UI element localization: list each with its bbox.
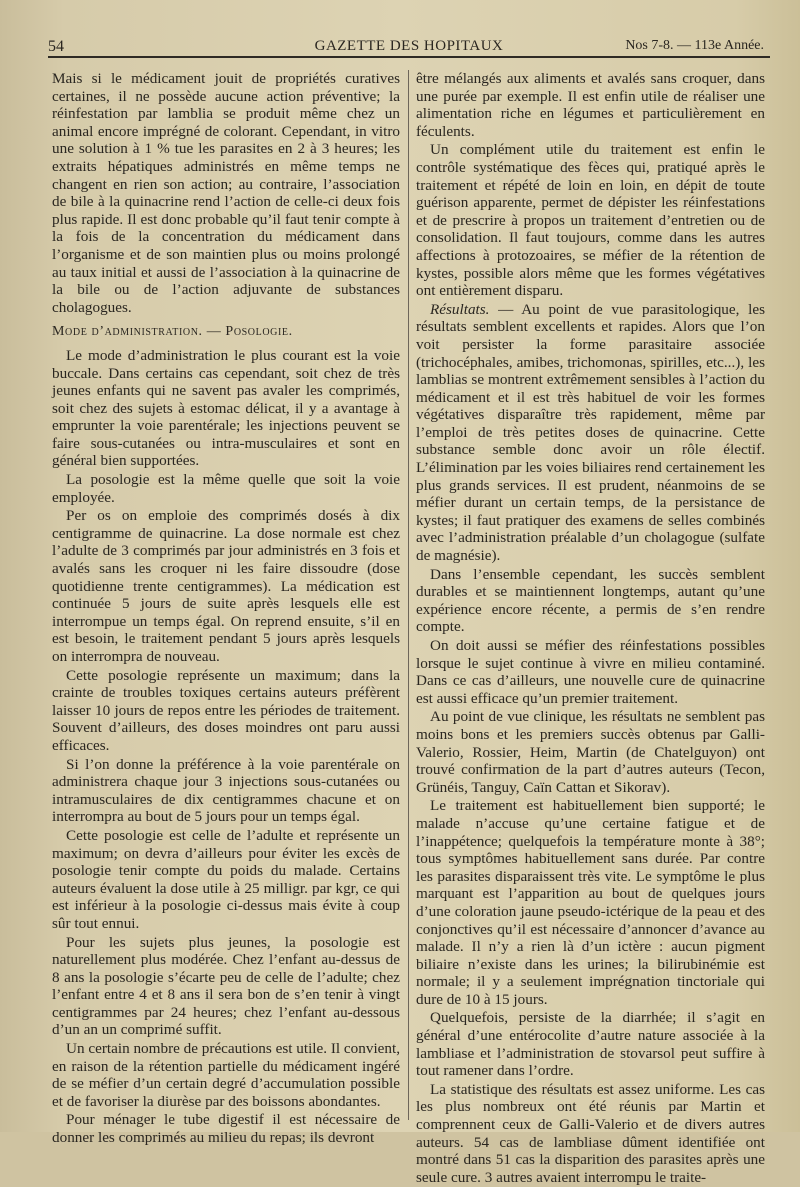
results-text: — Au point de vue parasitologique, les résultats semblent excellents et rapides. Alors que l’on voit persister la forme parasitaire associée (trichocéphales, amibes, trichomonas, spirilles, etc...), les lamblias se montrent extrêmement sensibles à l’action du médicament et il est très habituel de voir les formes végétatives disparaître très rapidement, même par l’emploi de très petites doses de quinacrine. Cette substance semble donc avoir un rôle électif. L’élimination par les voies biliaires rend certainement les plus grands services. Il est prudent, néanmoins de se méfier durant un certain temps, de la persistance de kystes; il faut pratiquer des examens de selles combinés avec l’administration préalable d’un cholagogue (sulfate de magnésie). (416, 300, 765, 565)
paragraph: On doit aussi se méfier des réinfestations possibles lorsque le sujet continue à vivre en milieu contaminé. Dans ce cas d’ailleurs, une nouvelle cure de quinacrine est aussi efficace qu’un premier traitement. (416, 637, 765, 707)
paragraph: Le mode d’administration le plus courant est la voie buccale. Dans certains cas cependant, soit chez de très jeunes enfants qui ne savent pas avaler les comprimés, soit chez des sujets à estomac délicat, il y a avantage à emprunter la voie parentérale; les injections peuvent se faire sous-cutanées ou intra-musculaires et sont en général bien supportées. (52, 346, 400, 470)
paragraph: être mélangés aux aliments et avalés sans croquer, dans une purée par exemple. Il est enfin utile de réaliser une alimentation riche en légumes et particulièrement en féculents. (416, 70, 765, 140)
issue-info: Nos 7-8. — 113e Année. (625, 38, 764, 53)
paragraph (416, 301, 765, 565)
results-lead: Résultats. (430, 300, 490, 318)
paragraph: Cette posologie représente un maximum; dans la crainte de troubles toxiques certains auteurs préfèrent laisser 10 jours de repos entre les périodes de traitement. Souvent d’ailleurs, des doses moindres ont paru aussi efficaces. (52, 666, 400, 754)
page-number: 54 (48, 38, 64, 55)
paragraph: Quelquefois, persiste de la diarrhée; il s’agit en général d’une entérocolite d’autre nature associée à la lambliase et l’administration de stovarsol peut suffire à tout ramener dans l’ordre. (416, 1009, 765, 1080)
journal-title: GAZETTE DES HOPITAUX (314, 38, 504, 54)
paragraph: Pour les sujets plus jeunes, la posologie est naturellement plus modérée. Chez l’enfant au-dessus de 8 ans la posologie s’écarte peu de celle de l’adulte; chez l’enfant entre 4 et 8 ans il sera bon de s’en tenir à vingt centigrammes par 24 heures; chez l’enfant au-dessous d’un an un comprimé suffit. (52, 933, 400, 1039)
page-header (48, 30, 770, 58)
section-heading: Mode d’administration. — Posologie. (52, 324, 293, 340)
paragraph: Cette posologie est celle de l’adulte et représente un maximum; on devra d’ailleurs pour éviter les excès de posologie tenir compte du poids du malade. Certains auteurs évaluent la dose utile à 25 milligr. par kgr, ce qui est inférieur à la posologie ci-dessus mais évite à coup sûr tout ennui. (52, 826, 400, 932)
paragraph: Pour ménager le tube digestif il est nécessaire de donner les comprimés au milieu du repas; ils devront (52, 1111, 400, 1147)
paragraph: Au point de vue clinique, les résultats ne semblent pas moins bons et les premiers succès obtenus par Galli-Valerio, Rossier, Heim, Martin (de Chatelguyon) ont trouvé confirmation de la part d’autres auteurs (Tecon, Grünéis, Tanguy, Caïn Cattan et Sikorav). (416, 708, 765, 796)
right-column (416, 70, 765, 1187)
paragraph: La statistique des résultats est assez uniforme. Les cas les plus nombreux ont été réunis par Martin et comprennent ceux de Galli-Valerio et de divers autres auteurs. 54 cas de lambliase dûment identifiée ont montré dans 51 cas la disparition des parasites après une seule cure. 3 autres avaient interrompu le traite- (416, 1080, 765, 1186)
paragraph: La posologie est la même quelle que soit la voie employée. (52, 471, 400, 506)
left-column (52, 70, 400, 1148)
column-divider (408, 70, 409, 1120)
paragraph: Si l’on donne la préférence à la voie parentérale on administrera chaque jour 3 injections sous-cutanées ou intramusculaires de dix centigrammes chacune et on interrompra au bout de 5 jours pour un temps égal. (52, 755, 400, 826)
paragraph: Un complément utile du traitement est enfin le contrôle systématique des fèces qui, pratiqué après le traitement et répété de loin en loin, en dépit de toute guérison apparente, permet de dépister les réinfestations et de prescrire à propos un traitement d’entretien ou de consolidation. Il faut toujours, comme dans les autres affections à protozoaires, se méfier de la rétention de kystes, possible alors même que les formes végétatives ont entièrement disparu. (416, 141, 765, 300)
paragraph: Un certain nombre de précautions est utile. Il convient, en raison de la rétention partielle du médicament ingéré de se méfier d’un certain degré d’accumulation possible et de favoriser la diurèse par des boissons abondantes. (52, 1040, 401, 1110)
paragraph: Le traitement est habituellement bien supporté; le malade n’accuse qu’une certaine fatigue et de l’inappétence; quelquefois la température monte à 38°; tous symptômes habituellement sans durée. Par contre les parasites disparaissent très vite. Le symptôme le plus marquant est l’apparition au bout de quelques jours d’une coloration jaune pseudo-ictérique de la peau et des conjonctives qu’il est nécessaire d’annoncer d’avance au malade. Il n’y a rien là d’un ictère : aucun pigment biliaire n’existe dans les urines; la bilirubinémie est normale; il y a seulement imprégnation tinctoriale qui dure de 10 à 15 jours. (416, 797, 765, 1008)
paragraph: Dans l’ensemble cependant, les succès semblent durables et se maintiennent longtemps, autant qu’une expérience encore récente, a permis de s’en rendre compte. (416, 565, 765, 636)
paragraph: Mais si le médicament jouit de propriétés curatives certaines, il ne possède aucune action préventive; la réinfestation par lamblia se produit même chez un animal encore imprégné de colorant. Cependant, in vitro une solution à 1 % tue les parasites en 2 à 3 heures; les extraits hépatiques administrés en même temps ne changent en rien son action; au contraire, l’association de bile à la quinacrine rend l’action de celle-ci deux fois plus rapide. Il est donc probable qu’il faut tenir compte à la fois de la concentration du médicament dans l’organisme et de son maintien plus ou moins prolongé au taux initial et aussi de l’association à la quinacrine de la bile ou de l’action adjuvante de substances cholagogues. (52, 70, 400, 316)
paragraph: Per os on emploie des comprimés dosés à dix centigramme de quinacrine. La dose normale est chez l’adulte de 3 comprimés par jour administrés en 3 fois et avalés sans les croquer ni les faire dissoudre (dose quotidienne trente centigrammes). La médication est continuée 5 jours de suite après lesquels elle est interrompue un temps égal. On reprend ensuite, s’il en est besoin, le traitement pendant 5 jours après lesquels on interrompra de nouveau. (52, 507, 400, 665)
